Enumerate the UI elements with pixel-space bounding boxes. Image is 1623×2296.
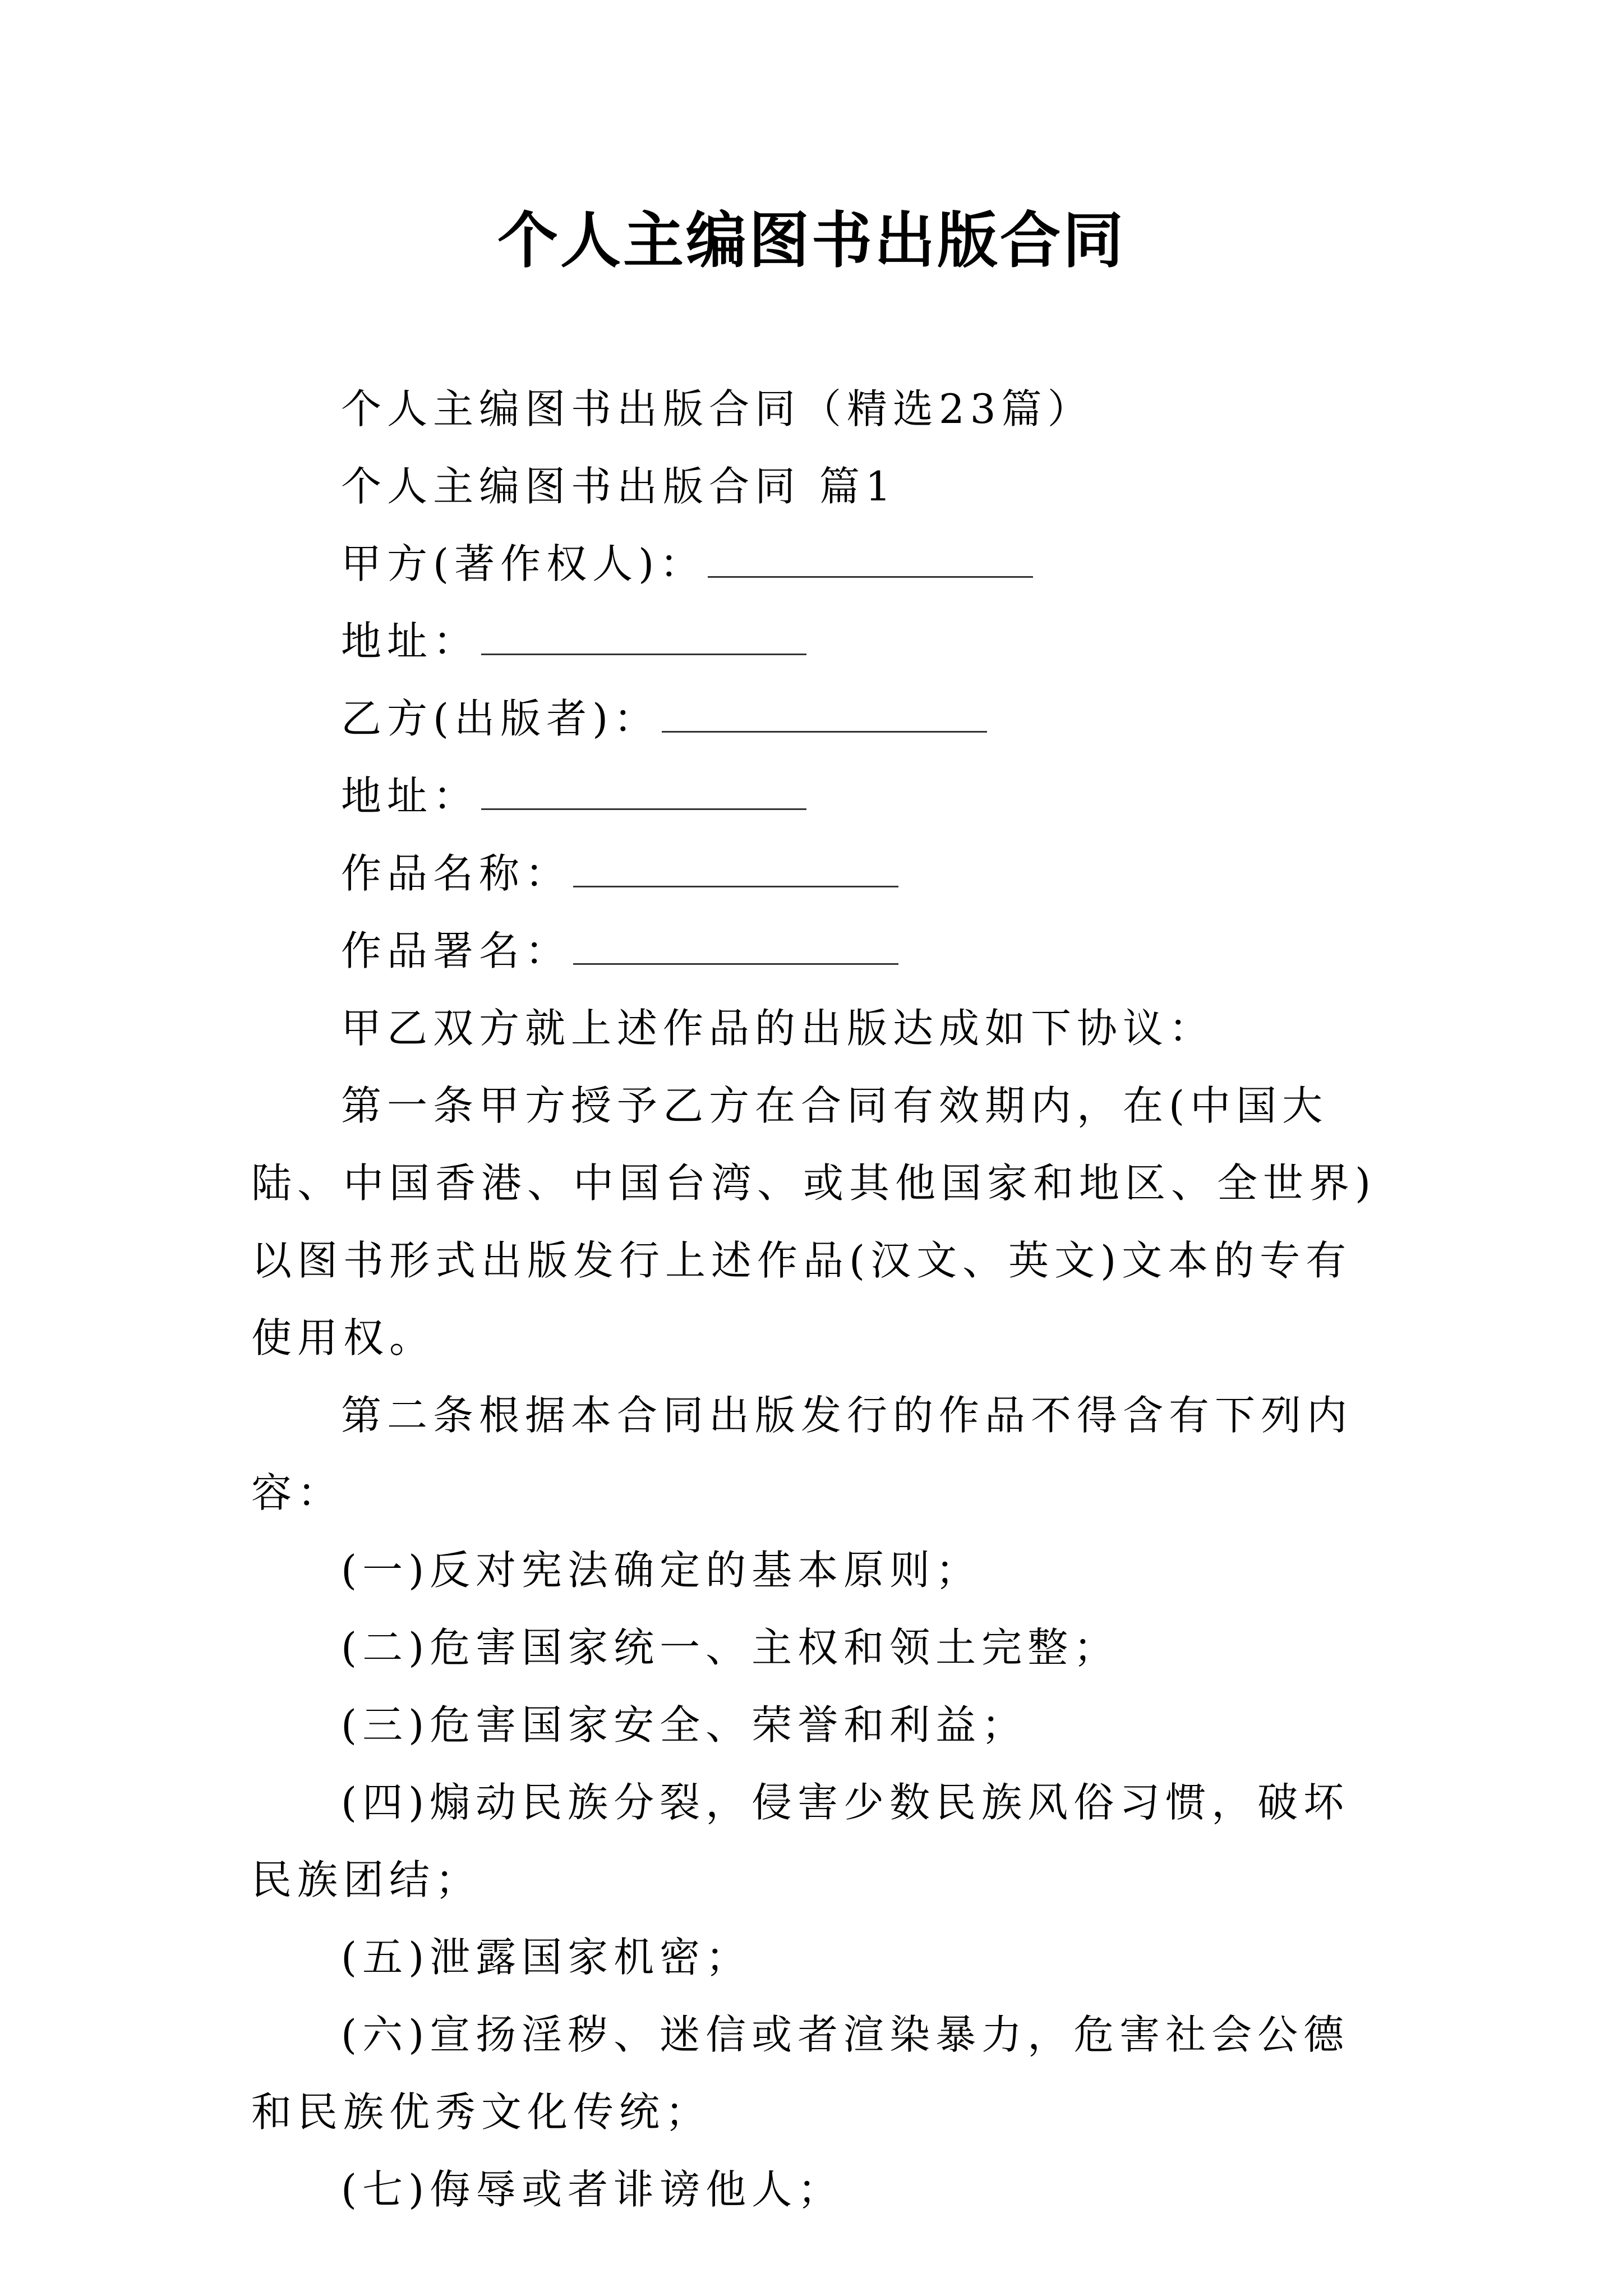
work-signature-label: 作品署名： <box>341 927 571 974</box>
work-signature-field <box>251 912 1395 990</box>
work-signature-blank <box>573 932 898 965</box>
party-a-address-label: 地址： <box>341 618 479 665</box>
article-1-paragraph: 第一条甲方授予乙方在合同有效期内，在(中国大陆、中国香港、中国台湾、或其他国家和地区、全世界)以图书形式出版发行上述作品(汉文、英文)文本的专有使用权。 <box>251 1082 1377 1361</box>
chapter-heading: 个人主编图书出版合同 篇1 <box>341 463 897 510</box>
party-b-address-field <box>251 757 1395 835</box>
list-item: (四)煽动民族分裂，侵害少数民族风俗习惯，破坏民族团结； <box>251 1779 1350 1903</box>
party-b-label: 乙方(出版者)： <box>341 695 660 742</box>
list-item: (五)泄露国家机密； <box>341 1934 752 1981</box>
list-item: (二)危害国家统一、主权和领土完整； <box>341 1624 1120 1671</box>
party-b-address-blank <box>481 777 806 810</box>
list-item: (三)危害国家安全、荣誉和利益； <box>341 1701 1028 1749</box>
intro-paragraph: 甲乙双方就上述作品的出版达成如下协议： <box>341 1005 1215 1052</box>
party-a-blank <box>708 545 1033 578</box>
document-subtitle: 个人主编图书出版合同（精选23篇） <box>341 385 1094 432</box>
party-b-blank <box>662 700 987 733</box>
party-a-field <box>251 525 1395 602</box>
party-a-address-field <box>251 602 1395 680</box>
list-item: (六)宣扬淫秽、迷信或者渲染暴力，危害社会公德和民族优秀文化传统； <box>251 2011 1350 2136</box>
party-b-address-label: 地址： <box>341 772 479 820</box>
party-a-address-blank <box>481 622 806 655</box>
work-title-field <box>251 835 1395 912</box>
work-title-label: 作品名称： <box>341 850 571 897</box>
document-title: 个人主编图书出版合同 <box>497 206 1126 276</box>
list-item: (七)侮辱或者诽谤他人； <box>341 2166 844 2213</box>
article-2-paragraph: 第二条根据本合同出版发行的作品不得含有下列内容： <box>251 1392 1353 1516</box>
list-item: (一)反对宪法确定的基本原则； <box>341 1547 982 1594</box>
work-title-blank <box>573 854 898 887</box>
party-a-label: 甲方(著作权人)： <box>341 540 706 587</box>
party-b-field <box>251 680 1395 757</box>
document-body <box>251 370 1395 2228</box>
